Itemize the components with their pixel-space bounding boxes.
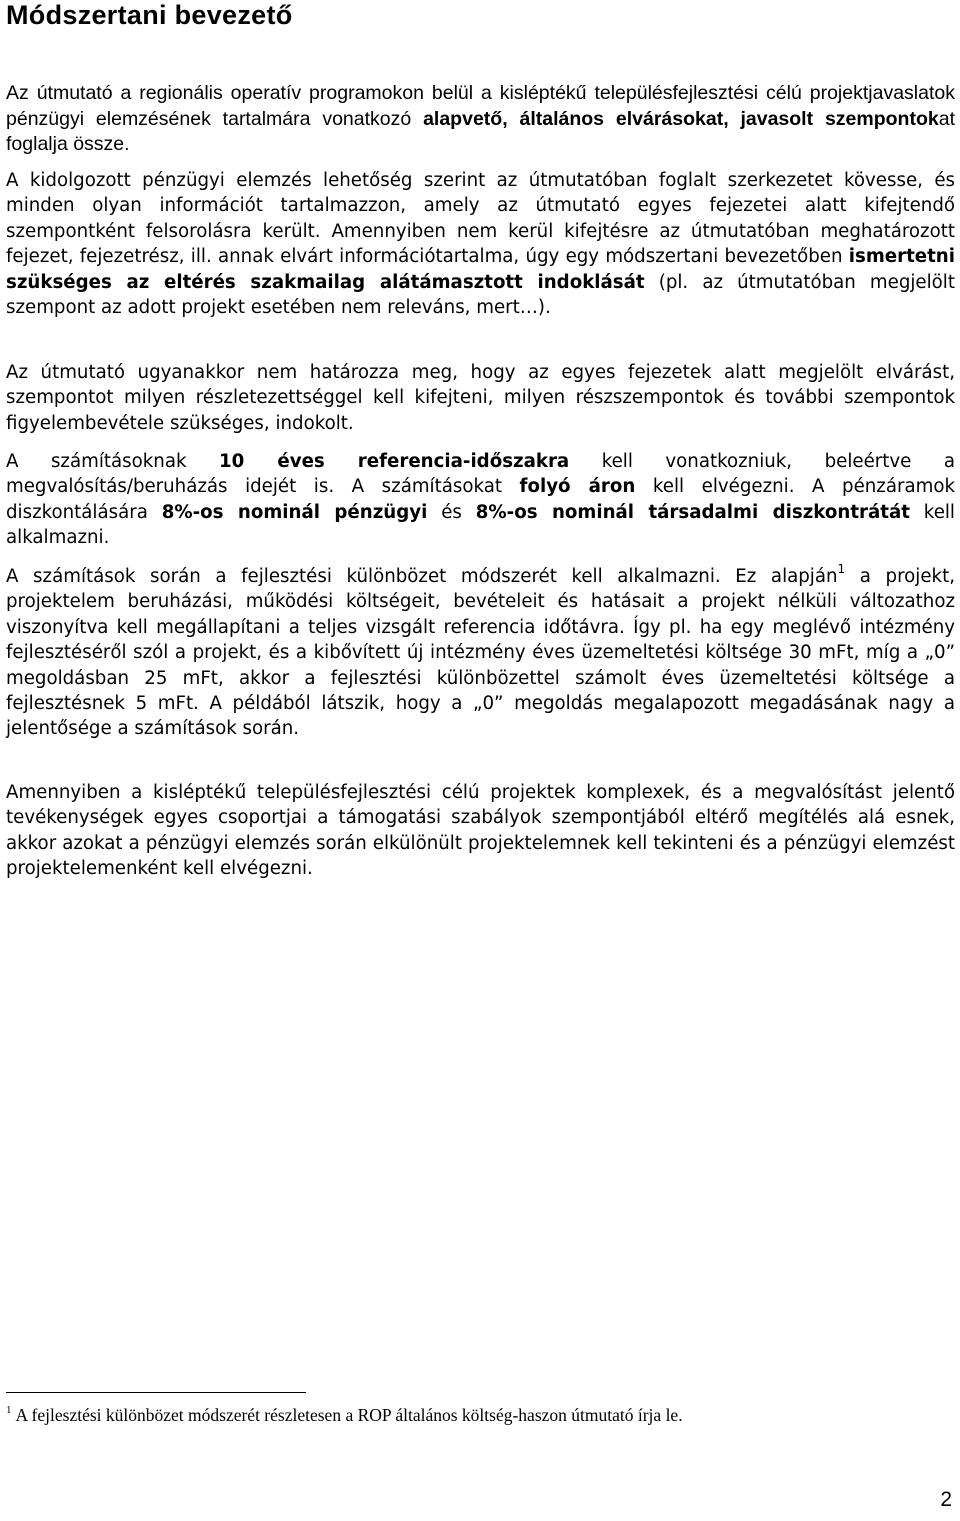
paragraph-components: [6, 780, 955, 882]
bold-run: 8%-os nominál pénzügyi: [161, 501, 428, 523]
text-run: (pl. az útmutatóban megjelölt szempont az adott projekt esetében nem releváns, mert…).: [6, 271, 955, 319]
bold-run: 8%-os nominál társadalmi diszkontrátát: [475, 501, 910, 523]
text-run: kell elvégezni. A pénzáramok diszkontálására: [6, 476, 955, 523]
section-heading: Módszertani bevezető: [6, 0, 293, 30]
page-number: 2: [940, 1488, 952, 1511]
bold-run: ismertetni szükséges az eltérés szakmailag alátámasztott indoklását: [6, 246, 955, 293]
text-run: A számítások során a fejlesztési különbözet módszerét kell alkalmazni. Ez alapján: [6, 566, 838, 587]
text-run: kell alkalmazni.: [6, 501, 955, 549]
paragraph-method: [6, 564, 955, 742]
paragraph-reference-period: [6, 449, 955, 551]
paragraph-intro: [6, 81, 955, 158]
footnote-reference: 1: [837, 562, 846, 576]
text-run: A kidolgozott pénzügyi elemzés lehetőség szerint az útmutatóban foglalt szerkezetet kövesse, és minden olyan információt tartalmazzon, amely az útmutató egyes fejezetei alatt kifejtendő szempontként felsorolásra került. Amennyiben nem kerül kifejtésre az útmutatóban meghatározott fejezet, fejezetrész, ill. annak elvárt információtartalma, úgy egy módszertani bevezetőben: [6, 170, 955, 268]
bold-run: 10 éves referencia-időszakra: [219, 451, 570, 472]
bold-run: folyó áron: [519, 476, 636, 498]
text-run: Az útmutató a regionális operatív programokon belül a kisléptékű településfejlesztési célú projektjavaslatok pénzügyi elemzésének tartalmára vonatkozó: [6, 82, 955, 130]
text-run: at foglalja össze.: [6, 107, 955, 155]
text-run: Az útmutató ugyanakkor nem határozza meg, hogy az egyes fejezetek alatt megjelölt elvárást, szempontot milyen részletezettséggel kell kifejteni, milyen részszempontok és további szempontok figyelembevétele szükséges, indokolt.: [6, 362, 955, 434]
footnote-number: 1: [6, 1404, 12, 1416]
bold-run: alapvető, általános elvárásokat, javasolt szempontok: [423, 107, 939, 130]
paragraph-structure: [6, 168, 955, 320]
paragraph-detail: [6, 360, 955, 436]
footnote-separator: [6, 1392, 306, 1393]
text-run: Amennyiben a kisléptékű településfejlesztési célú projektek komplexek, és a megvalósítást jelentő tevékenységek egyes csoportjai a támogatási szabályok szempontjából eltérő megítélés alá esnek, akkor azokat a pénzügyi elemzés során elkülönült projektelemnek kell tekinteni és a pénzügyi elemzést projektelemenként kell elvégezni.: [6, 782, 955, 880]
text-run: kell vonatkozniuk, beleértve a megvalósítás/beruházás idejét is. A számításokat: [6, 451, 955, 498]
text-run: A számításoknak: [6, 451, 220, 472]
footnote-text: A fejlesztési különbözet módszerét részletesen a ROP általános költség-haszon útmutató írja le.: [15, 1405, 683, 1425]
text-run: a projekt, projektelem beruházási, működési költségeit, bevételeit és hatásait a projekt nélküli változathoz viszonyítva kell megállapítani a teljes vizsgált referencia időtávra. Így pl. ha egy meglévő intézmény fejlesztéséről szól a projekt, és a kibővített új intézmény éves üzemeltetési költsége 30 mFt, míg a „0” megoldásban 25 mFt, akkor a fejlesztési különbözettel számolt éves üzemeltetési költsége a fejlesztésnek 5 mFt. A példából látszik, hogy a „0” megoldás megalapozott megadásának nagy a jelentősége a számítások során.: [6, 566, 955, 740]
text-run: és: [427, 501, 476, 523]
footnote: [6, 1404, 683, 1426]
